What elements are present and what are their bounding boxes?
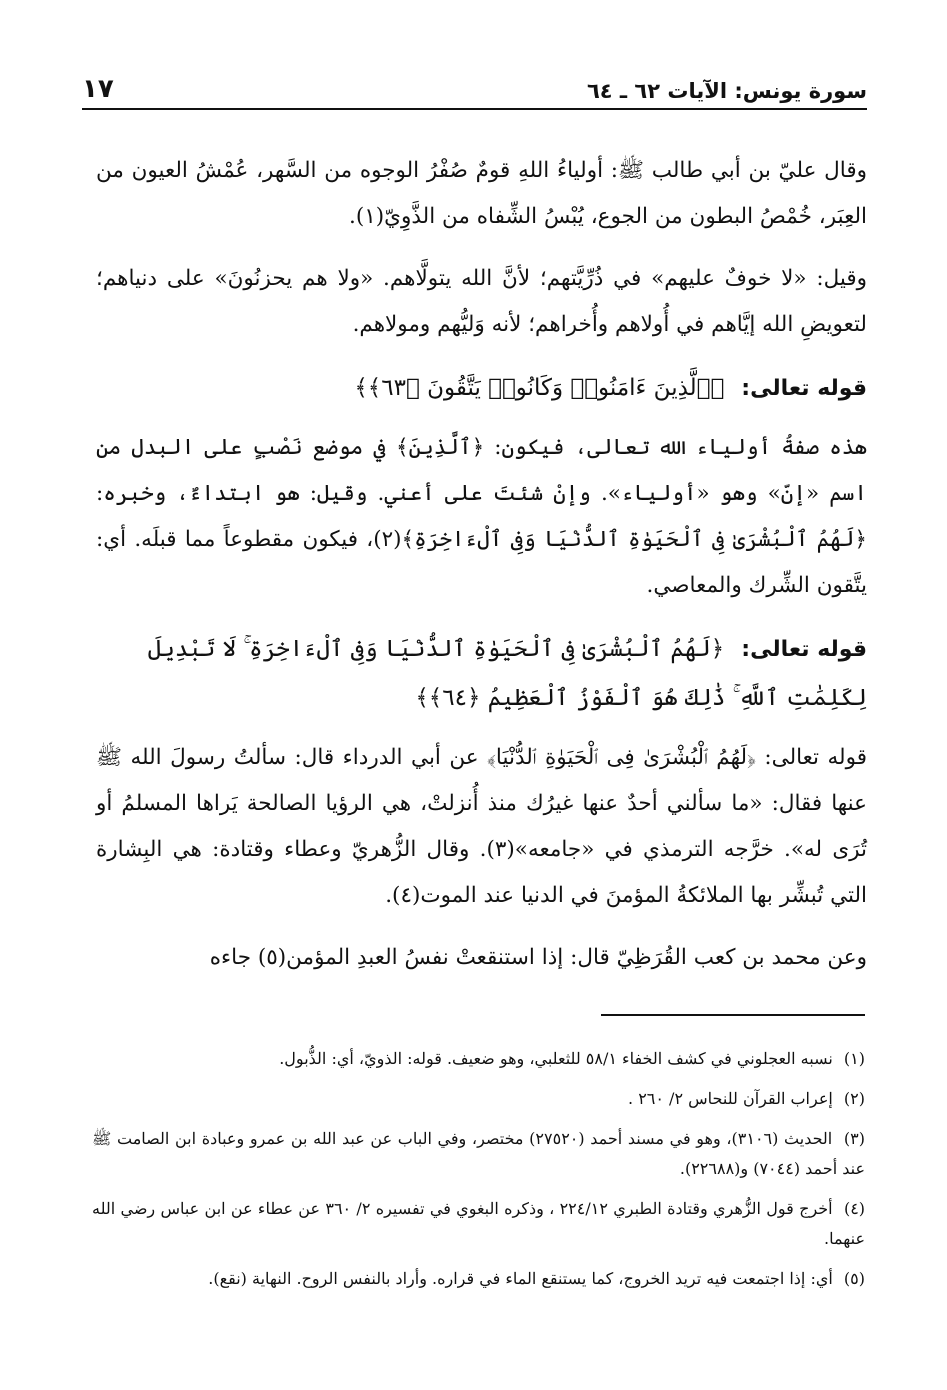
footnote-number: (٥) [843, 1269, 865, 1288]
verse-label: قوله تعالى: [741, 637, 867, 662]
footnotes [92, 1044, 865, 1304]
running-header [82, 66, 867, 110]
footnote-text: إعراب القرآن للنحاس ٢/ ٢٦٠ . [628, 1089, 833, 1108]
paragraph-description: هذه صفةُ أولياء الله تعالى، فيكون: ﴿ٱلَّذِينَ﴾ في موضع نَصْبٍ على البدل من اسم «إنّ» وهو «أولياء». وإنْ شئتَ على أعني. وقيل: هو ابتداءٌ، وخبره: ﴿لَهُمُ ٱلْبُشْرَىٰ فِى ٱلْحَيَوٰةِ ٱلدُّنْيَا وَفِى ٱلْءَاخِرَةِ﴾(٢)، فيكون مقطوعاً مما قبلَه. أي: يتَّقون الشِّرك والمعاصي. [96, 435, 867, 598]
verse-heading-64 [96, 625, 867, 723]
footnote-5 [92, 1264, 865, 1294]
footnote-2 [92, 1084, 865, 1114]
footnote-1 [92, 1044, 865, 1074]
footnote-number: (٣) [843, 1129, 865, 1148]
paragraph-qurazi: وعن محمد بن كعب القُرَظِيّ قال: إذا استنقعتْ نفسُ العبدِ المؤمن(٥) جاءه [209, 945, 867, 970]
quran-verse-64: ﴿لَهُمُ ٱلْبُشْرَىٰ فِى ٱلْحَيَوٰةِ ٱلدُّنْيَا وَفِى ٱلْءَاخِرَةِ ۚ لَا تَبْدِيلَ لِكَلِمَٰتِ ٱللَّهِ ۚ ذَٰلِكَ هُوَ ٱلْفَوْزُ ٱلْعَظِيمُ ﴿٦٤﴾﴾ [147, 636, 867, 711]
footnote-text: أي: إذا اجتمعت فيه تريد الخروج، كما يستنقع الماء في قراره. وأراد بالنفس الروح. النهاية (نقع). [208, 1269, 833, 1288]
paragraph-ali-quote: وقال عليّ بن أبي طالب ﷺ: أولياءُ اللهِ قومٌ صُفْرُ الوجوه من السَّهر، عُمْشُ العيون من العِبَر، خُمْصُ البطون من الجوع، يُبْسُ الشِّفاه من الذَّوِيّ(١). [96, 158, 867, 229]
paragraph-no-fear: وقيل: «لا خوفٌ عليهم» في ذُرِّيَّتهم؛ لأنَّ الله يتولَّاهم. «ولا هم يحزنُونَ» على دنياهم؛ لتعويضِ الله إيَّاهم في أُولاهم وأُخراهم؛ لأنه وَليُّهم ومولاهم. [96, 266, 867, 337]
footnote-separator [601, 1014, 865, 1016]
footnote-number: (١) [843, 1049, 865, 1068]
chapter-title: سورة يونس: الآيات ٦٢ ـ ٦٤ [586, 78, 867, 103]
footnote-4 [92, 1194, 865, 1254]
verse-label: قوله تعالى: [741, 376, 867, 401]
footnote-text: أخرج قول الزُّهري وقتادة الطبري ٢٢٤/١٢ ، وذكره البغوي في تفسيره ٢/ ٣٦٠ عن عطاء عن ابن عباس رضي الله عنهما. [92, 1199, 865, 1248]
footnote-3 [92, 1124, 865, 1184]
footnote-text: نسبه العجلوني في كشف الخفاء ٥٨/١ للثعلبي، وهو ضعيف. قوله: الذويّ، أي: الذُّبول. [279, 1049, 833, 1068]
paragraph-good-tidings: قوله تعالى: ﴿لَهُمُ ٱلْبُشْرَىٰ فِى ٱلْحَيَوٰةِ ٱلدُّنْيَا﴾ عن أبي الدرداء قال: سألتُ رسولَ الله ﷺ عنها فقال: «ما سألني أحدٌ عنها غيرُك منذ أُنزلتْ، هي الرؤيا الصالحة يَراها المسلمُ أو تُرَى له». خرَّجه الترمذي في «جامعه»(٣). وقال الزُّهريّ وعطاء وقتادة: هي البِشارة التي تُبشِّر بها الملائكةُ المؤمنَ في الدنيا عند الموت(٤). [96, 745, 867, 908]
main-text [96, 148, 867, 997]
footnote-number: (٢) [843, 1089, 865, 1108]
footnote-text: الحديث (٣١٠٦)، وهو في مسند أحمد (٢٧٥٢٠) مختصر، وفي الباب عن عبد الله بن عمرو وعبادة ابن الصامت ﷺ عند أحمد (٧٠٤٤) و(٢٢٦٨٨). [92, 1129, 865, 1178]
quran-verse-63: ﴿ٱلَّذِينَ ءَامَنُوا۟ وَكَانُوا۟ يَتَّقُونَ ﴿٦٣﴾﴾ [354, 375, 725, 401]
page-number: ١٧ [82, 74, 114, 105]
footnote-number: (٤) [843, 1199, 866, 1218]
verse-heading-63 [96, 364, 867, 413]
